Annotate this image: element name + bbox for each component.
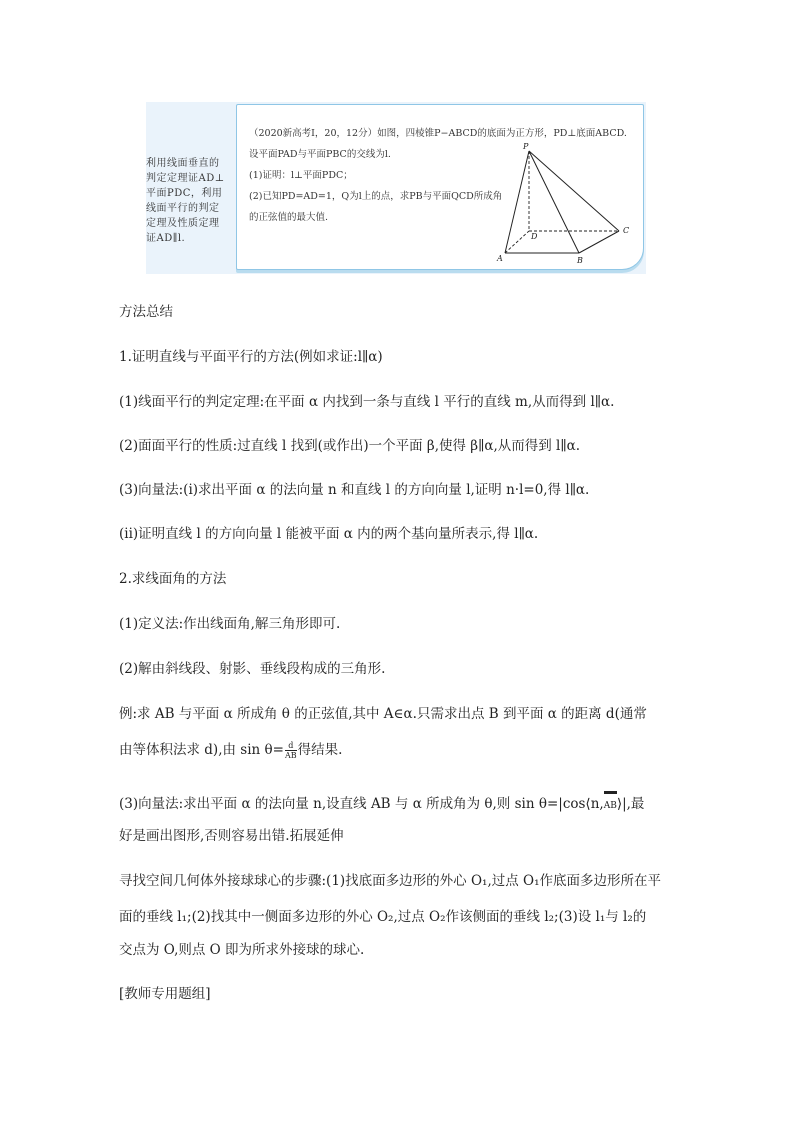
vertex-label-P: P [523, 142, 529, 151]
example-text: 由等体积法求 d),由 sin θ= [119, 742, 284, 758]
section-heading: 方法总结 [119, 304, 173, 320]
question-line: (2)已知PD=AD=1，Q为l上的点，求PB与平面QCD所成角 [249, 191, 503, 202]
question-card [236, 104, 644, 270]
teacher-problem-group-label: [教师专用题组] [119, 986, 211, 1002]
annotation-line: 利用线面垂直的 [146, 158, 220, 169]
question-line: (1)证明：l⊥平面PDC； [249, 170, 353, 181]
edge-BC [579, 231, 619, 253]
extension-line-1: 寻找空间几何体外接球球心的步骤:(1)找底面多边形的外心 O₁,过点 O₁作底面多边形所在平 [119, 873, 662, 889]
fraction-numerator: d [285, 741, 297, 751]
edge-PA [505, 151, 529, 253]
section-2-item-1: (1)定义法:作出线面角,解三角形即可. [119, 616, 341, 632]
vertex-label-A: A [497, 254, 503, 263]
example-text-end: 得结果. [297, 742, 343, 758]
section-2-example-line-1: 例:求 AB 与平面 α 所成角 θ 的正弦值,其中 A∈α.只需求出点 B 到平面 α 的距离 d(通常 [119, 706, 647, 722]
vector-method-text: (3)向量法:求出平面 α 的法向量 n,设直线 AB 与 α 所成角为 θ,则 sin θ=|cos⟨n, [119, 796, 604, 812]
annotation-line: 判定定理证AD⊥ [146, 173, 225, 184]
extension-line-2: 面的垂线 l₁;(2)找其中一侧面多边形的外心 O₂,过点 O₂作该侧面的垂线 l₂;(3)设 l₁与 l₂的 [119, 909, 647, 925]
vertex-label-D: D [531, 232, 538, 241]
extension-line-3: 交点为 O,则点 O 即为所求外接球的球心. [119, 942, 365, 958]
section-2-example-line-2 [119, 740, 342, 760]
annotation-line: 定理及性质定理 [146, 218, 220, 229]
vertex-label-C: C [623, 226, 630, 235]
section-2-title: 2.求线面角的方法 [119, 571, 227, 587]
annotation-line: 平面PDC，利用 [146, 188, 223, 199]
section-1-item-3: (3)向量法:(i)求出平面 α 的法向量 n 和直线 l 的方向向量 l,证明 n·l=0,得 l∥α. [119, 482, 590, 498]
section-2-item-3-line-1 [119, 794, 644, 816]
question-line: 设平面PAD与平面PBC的交线为l. [249, 149, 391, 160]
annotation-line: 线面平行的判定 [146, 203, 220, 214]
edge-PC [529, 151, 619, 231]
pyramid-diagram [495, 135, 641, 265]
side-annotation [146, 156, 232, 246]
question-line: （2020新高考Ⅰ，20，12分）如图，四棱锥P−ABCD的底面为正方形，PD⊥底面ABCD. [249, 128, 627, 139]
example-figure-panel [146, 102, 646, 274]
section-1-item-1: (1)线面平行的判定定理:在平面 α 内找到一条与直线 l 平行的直线 m,从而得到 l∥α. [119, 394, 615, 410]
vector-AB: AB [604, 796, 617, 816]
vector-method-text-end: ⟩|,最 [616, 796, 645, 812]
edge-AD [505, 231, 529, 253]
section-1-item-4: (ii)证明直线 l 的方向向量 l 能被平面 α 内的两个基向量所表示,得 l∥α. [119, 526, 539, 542]
fraction [285, 741, 297, 760]
question-line: 的正弦值的最大值. [249, 212, 329, 223]
section-1-item-2: (2)面面平行的性质:过直线 l 找到(或作出)一个平面 β,使得 β∥α,从而得到 l∥α. [119, 438, 580, 454]
vertex-label-B: B [577, 256, 583, 265]
section-2-item-3-line-2: 好是画出图形,否则容易出错.拓展延伸 [119, 828, 344, 844]
section-1-title: 1.证明直线与平面平行的方法(例如求证:l∥α) [119, 349, 383, 365]
annotation-line: 证AD∥l. [146, 233, 186, 244]
section-2-item-2: (2)解由斜线段、射影、垂线段构成的三角形. [119, 661, 386, 677]
fraction-denominator: AB [284, 751, 297, 760]
